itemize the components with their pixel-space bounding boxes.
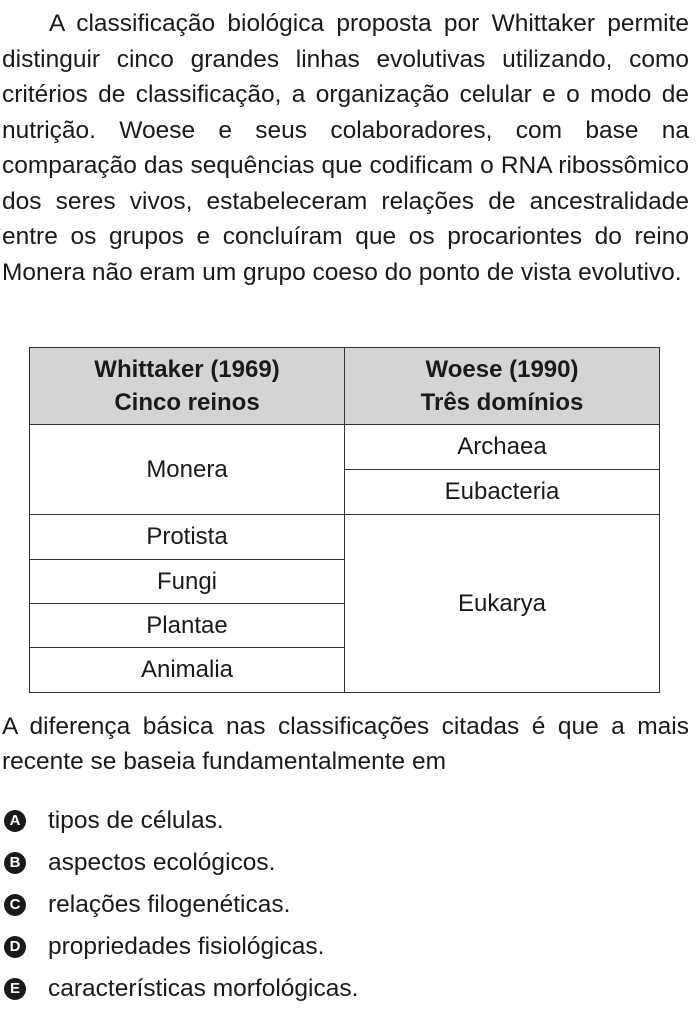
- cell-protista: Protista: [30, 515, 345, 560]
- cell-eubacteria: Eubacteria: [345, 470, 660, 515]
- table-row: [30, 515, 660, 560]
- option-e-text: características morfológicas.: [48, 975, 359, 1002]
- table-header-row: [30, 348, 660, 425]
- option-c-text: relações filogenéticas.: [48, 891, 291, 918]
- option-e-letter-badge: E: [4, 978, 26, 1000]
- header-whittaker-title: Whittaker (1969): [94, 356, 280, 383]
- option-d-letter-badge: D: [4, 936, 26, 958]
- option-b-text: aspectos ecológicos.: [48, 849, 276, 876]
- classification-table: [29, 347, 660, 693]
- cell-archaea: Archaea: [345, 425, 660, 470]
- option-a-letter-badge: A: [4, 810, 26, 832]
- option-c-letter-badge: C: [4, 894, 26, 916]
- header-whittaker-subtitle: Cinco reinos: [114, 389, 260, 416]
- question-text: A diferença básica nas classificações citadas é que a mais recente se baseia fundamentalmente em: [2, 713, 689, 775]
- option-a-text: tipos de células.: [48, 807, 224, 834]
- header-woese-subtitle: Três domínios: [420, 389, 584, 416]
- cell-eukarya: Eukarya: [345, 515, 660, 693]
- option-b-letter-badge: B: [4, 852, 26, 874]
- table-row: [30, 425, 660, 470]
- header-whittaker: [30, 348, 345, 425]
- intro-paragraph: A classificação biológica proposta por Whittaker permite distinguir cinco grandes linhas evolutivas utilizando, como critérios de classificação, a organização celular e o modo de nutrição. Woese e seus colaboradores, com base na comparação das sequências que codificam o RNA ribossômico dos seres vivos, estabeleceram relações de ancestralidade entre os grupos e concluíram que os procariontes do reino Monera não eram um grupo coeso do ponto de vista evolutivo.: [2, 10, 689, 286]
- cell-plantae: Plantae: [30, 604, 345, 648]
- cell-monera: Monera: [30, 425, 345, 515]
- cell-animalia: Animalia: [30, 648, 345, 693]
- header-woese: [345, 348, 660, 425]
- option-d-text: propriedades fisiológicas.: [48, 933, 325, 960]
- header-woese-title: Woese (1990): [425, 356, 579, 383]
- cell-fungi: Fungi: [30, 560, 345, 604]
